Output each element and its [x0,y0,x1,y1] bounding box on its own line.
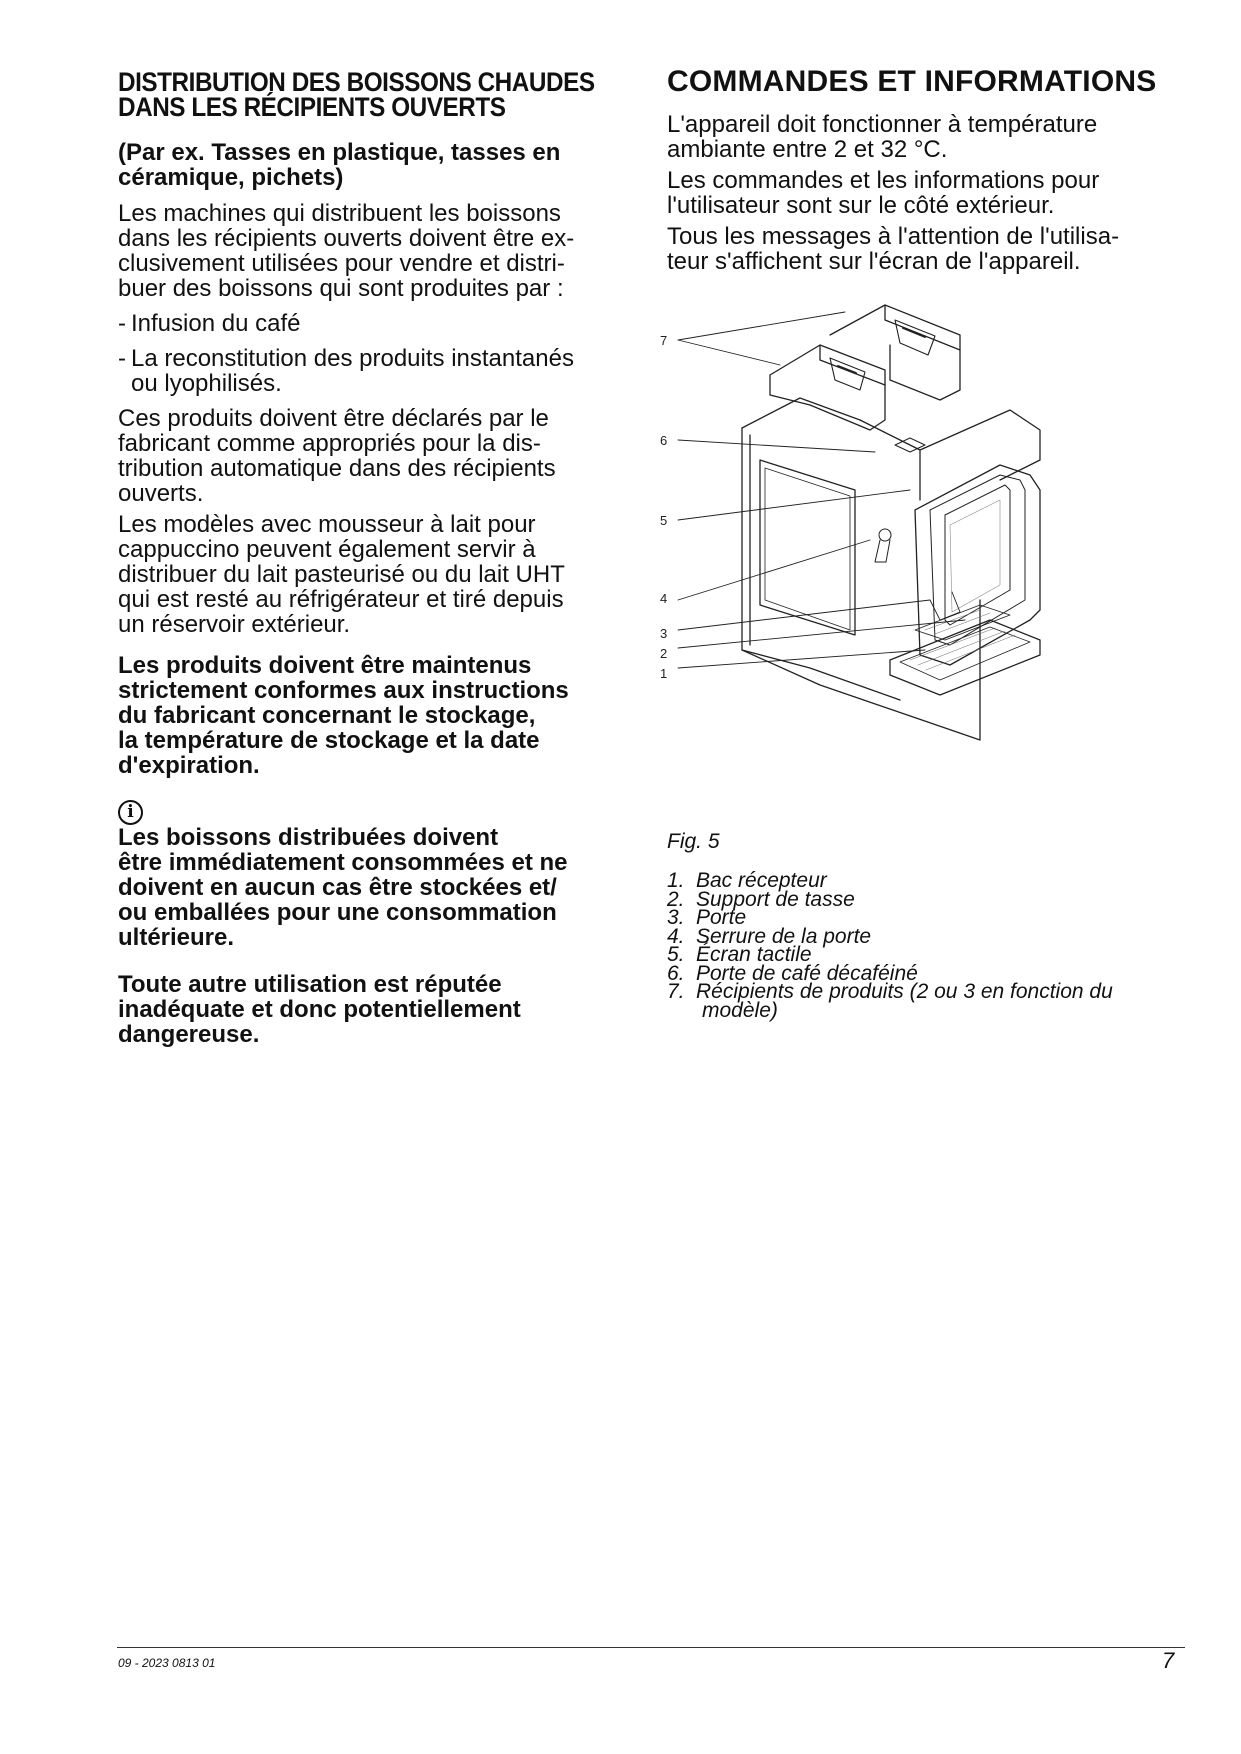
list-item: - Infusion du café [118,310,301,337]
milk-paragraph: Les modèles avec mousseur à lait pour cappuccino peuvent également servir à distribuer du lait pasteurisé ou du lait UHT qui est resté au réfrigérateur et tiré depuis un réservoir extérieur. [118,511,565,638]
callout-5: 5 [660,513,668,528]
legend-item: 6. Porte de café décaféiné [667,961,918,985]
subheading: (Par ex. Tasses en plastique, tasses en céramique, pichets) [118,139,561,191]
figure-caption [667,830,1187,1020]
info-icon: i [118,800,143,825]
right-heading: COMMANDES ET INFORMATIONS [667,65,1157,98]
callout-2: 2 [660,646,668,661]
legend-item: 5. Écran tactile [667,943,812,966]
document-code: 09 - 2023 0813 01 [118,1656,216,1670]
messages-paragraph: Tous les messages à l'attention de l'utilisa- teur s'affichent sur l'écran de l'appareil. [667,223,1120,275]
callout-3: 3 [660,626,668,641]
legend-item: 4. Serrure de la porte [667,924,872,948]
callout-1: 1 [660,666,668,681]
storage-warning: Les produits doivent être maintenus strictement conformes aux instructions du fabricant concernant le stockage, la température de stockage et la date d'expiration. [118,652,569,779]
callout-labels [660,333,667,681]
misuse-warning: Toute autre utilisation est réputée inadéquate et donc potentiellement dangereuse. [118,971,521,1048]
left-column [118,67,638,1069]
list-item: - La reconstitution des produits instantanés ou lyophilisés. [118,345,574,397]
callout-4: 4 [660,591,668,606]
callout-6: 6 [660,433,668,448]
figure-label: Fig. 5 [667,830,720,853]
products-paragraph: Ces produits doivent être déclarés par le fabricant comme appropriés pour la dis- tribution automatique dans des récipients ouverts. [118,405,556,507]
front-panel [915,465,1040,665]
temperature-paragraph: L'appareil doit fonctionner à température ambiante entre 2 et 32 °C. [667,111,1098,163]
figure-legend [667,869,1187,1022]
left-heading: DISTRIBUTION DES BOISSONS CHAUDES DANS LES RÉCIPIENTS OUVERTS [118,67,595,122]
legend-item-continuation: modèle) [702,998,778,1022]
legend-item: 1. Bac récepteur [667,869,827,892]
consumption-warning: i Les boissons distribuées doivent être immédiatement consommées et ne doivent en aucun cas être stockées et/ ou emballées pour une consommation ultérieure. [118,802,568,951]
footer-divider [117,1647,1185,1648]
legend-item: 7. Récipients de produits (2 ou 3 en fonction du [667,980,1113,1003]
legend-item: 2. Support de tasse [667,887,855,911]
intro-paragraph: Les machines qui distribuent les boissons dans les récipients ouverts doivent être ex- clusivement utilisées pour vendre et distri- buer des boissons qui sont produites par : [118,200,575,302]
machine-illustration [660,300,1080,770]
legend-item: 3. Porte [667,906,747,929]
callout-7: 7 [660,333,668,348]
page-number: 7 [1162,1648,1175,1673]
right-column [667,66,1187,280]
controls-paragraph: Les commandes et les informations pour l'utilisateur sont sur le côté extérieur. [667,167,1100,219]
side-door [760,460,855,635]
door-lock [875,529,891,562]
product-container-left [770,345,885,430]
